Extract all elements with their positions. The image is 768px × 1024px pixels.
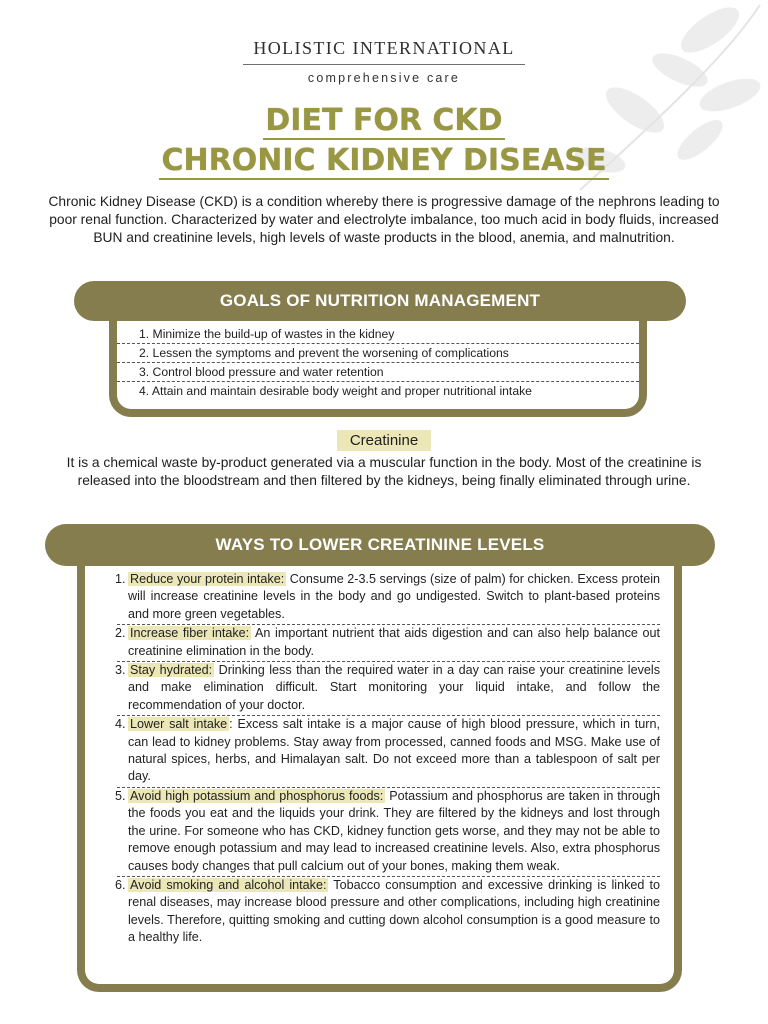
goals-list xyxy=(117,321,639,401)
creatinine-label: Creatinine xyxy=(337,430,431,451)
goal-item: 2. Lessen the symptoms and prevent the worsening of complications xyxy=(117,344,639,363)
title-line-1: DIET FOR CKD xyxy=(265,103,503,138)
way-item xyxy=(117,716,660,788)
way-item xyxy=(117,788,660,877)
way-text: An important nutrient that aids digestion and can also help balance out creatinine elimination in the body. xyxy=(128,626,660,658)
brand-divider xyxy=(243,64,525,65)
way-number: 4. xyxy=(115,717,126,732)
way-text: : Excess salt intake is a major cause of high blood pressure, which in turn, can lead to kidney problems. Stay away from processed, canned foods and MSG. Make use of natural spices, herbs, and Himalayan salt. Do not exceed more than a tablespoon of salt per day. xyxy=(128,717,660,784)
page-title xyxy=(0,104,768,180)
brand-tagline: comprehensive care xyxy=(307,71,461,85)
creatinine-description: It is a chemical waste by-product generated via a muscular function in the body. Most of the creatinine is released into the bloodstream and then filtered by the kidneys, being finally eliminated through urine. xyxy=(66,455,702,489)
goal-item: 3. Control blood pressure and water retention xyxy=(117,363,639,382)
way-title: Avoid high potassium and phosphorus foods: xyxy=(130,788,384,803)
way-number: 2. xyxy=(115,626,126,641)
ways-box xyxy=(77,566,682,992)
way-title: Avoid smoking and alcohol intake: xyxy=(130,877,327,892)
title-line-2: CHRONIC KIDNEY DISEASE xyxy=(161,143,607,178)
way-number: 1. xyxy=(115,572,126,586)
way-title: Lower salt intake xyxy=(130,717,228,732)
way-title: Stay hydrated: xyxy=(130,663,213,678)
ways-list xyxy=(85,566,674,948)
brand-name: HOLISTIC INTERNATIONAL xyxy=(253,38,515,58)
way-item xyxy=(117,625,660,662)
way-text: Potassium and phosphorus are taken in through the foods you eat and the liquids your drink. They are filtered by the kidneys and lost through the urine. For someone who has CKD, kidney function gets worse, and they may not be able to remove enough potassium and may lead to increased creatinine levels. Also, extra phosphorus causes body changes that pull calcium out of your bones, making them weak. xyxy=(128,788,660,873)
way-number: 5. xyxy=(115,788,126,803)
way-text: Drinking less than the required water in a day can raise your creatinine levels and make elimination difficult. Start monitoring your liquid intake, and follow the recommendation of your doctor. xyxy=(128,663,660,712)
goal-item: 1. Minimize the build-up of wastes in the kidney xyxy=(117,325,639,344)
goal-item: 4. Attain and maintain desirable body weight and proper nutritional intake xyxy=(139,384,532,398)
intro-paragraph: Chronic Kidney Disease (CKD) is a condition whereby there is progressive damage of the nephrons leading to poor renal function. Characterized by water and electrolyte imbalance, too much acid in body fluids, increased BUN and creatinine levels, high levels of waste products in the blood, anemia, and malnutrition. xyxy=(48,194,720,246)
goals-heading: GOALS OF NUTRITION MANAGEMENT xyxy=(74,281,686,321)
way-item xyxy=(117,662,660,716)
way-text: Consume 2-3.5 servings (size of palm) for chicken. Excess protein will increase creatinine levels in the body and go undigested. Switch to plant-based proteins and more green vegetables. xyxy=(128,572,660,621)
way-number: 6. xyxy=(115,877,126,892)
way-item xyxy=(117,877,660,948)
way-number: 3. xyxy=(115,663,126,678)
way-title: Increase fiber intake: xyxy=(130,626,250,641)
goals-box xyxy=(109,321,647,417)
way-text: Tobacco consumption and excessive drinking is linked to renal diseases, may increase blood pressure and other complications, including high creatinine levels. Therefore, quitting smoking and cutting down alcohol consumption is a good measure to a healthy life. xyxy=(128,877,660,945)
brand-header xyxy=(0,38,768,85)
way-title: Reduce your protein intake: xyxy=(130,572,285,586)
way-item xyxy=(117,571,660,625)
ways-heading: WAYS TO LOWER CREATININE LEVELS xyxy=(45,524,715,566)
creatinine-heading xyxy=(0,430,768,451)
